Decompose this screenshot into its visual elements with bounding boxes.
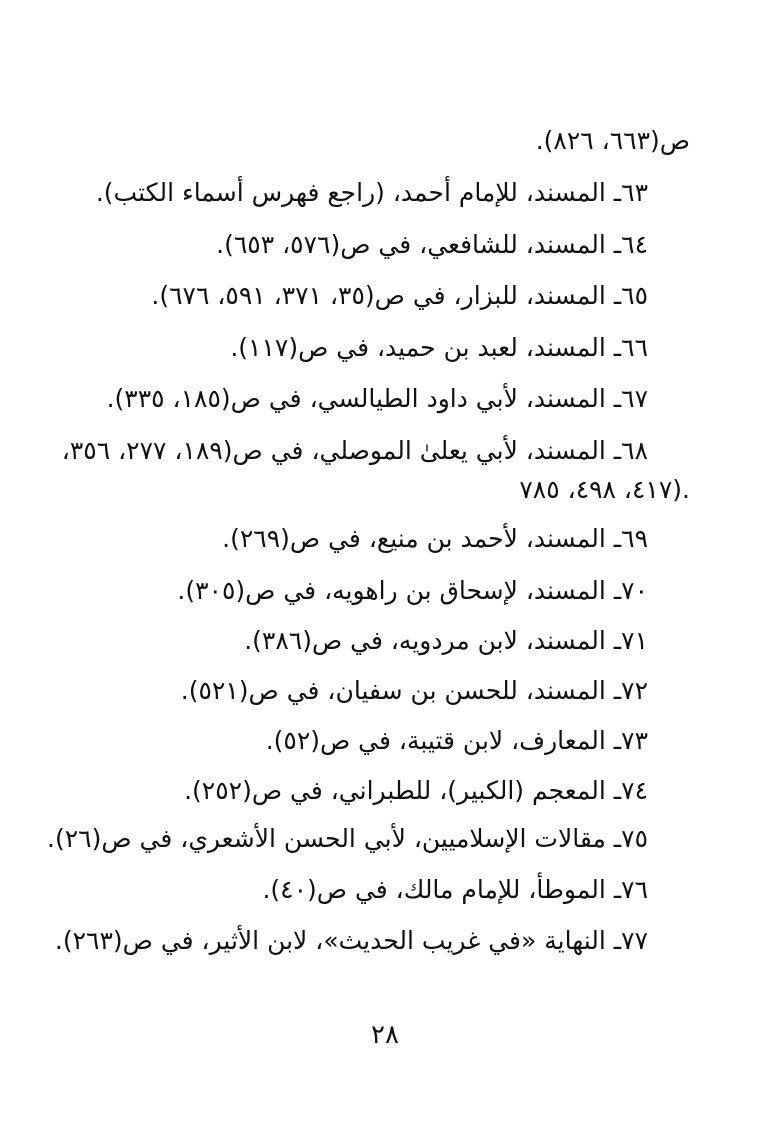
entry-64: ٦٤ـ المسند، للشافعي، في ص(٥٧٦، ٦٥٣). — [216, 230, 648, 259]
page-number: ٢٨ — [371, 1020, 399, 1050]
entry-62-continuation: ص(٦٦٣، ٨٢٦). — [535, 126, 690, 155]
entry-68-continuation: ٤١٧، ٤٩٨، ٧٨٥). — [519, 475, 690, 504]
entry-71: ٧١ـ المسند، لابن مردويه، في ص(٣٨٦). — [244, 626, 648, 655]
entry-77: ٧٧ـ النهاية «في غريب الحديث»، لابن الأثير، في ص(٢٦٣). — [54, 926, 648, 955]
entry-76: ٧٦ـ الموطأ، للإمام مالك، في ص(٤٠). — [262, 875, 648, 904]
entry-69: ٦٩ـ المسند، لأحمد بن منيع، في ص(٢٦٩). — [222, 524, 648, 553]
entry-73: ٧٣ـ المعارف، لابن قتيبة، في ص(٥٢). — [265, 726, 648, 755]
entry-66: ٦٦ـ المسند، لعبد بن حميد، في ص(١١٧). — [230, 333, 648, 362]
entry-72: ٧٢ـ المسند، للحسن بن سفيان، في ص(٥٢١). — [180, 676, 648, 705]
entry-75: ٧٥ـ مقالات الإسلاميين، لأبي الحسن الأشعري، في ص(٢٦). — [47, 824, 648, 853]
entry-63: ٦٣ـ المسند، للإمام أحمد، (راجع فهرس أسماء الكتب). — [95, 178, 648, 207]
entry-74: ٧٤ـ المعجم (الكبير)، للطبراني، في ص(٢٥٢). — [184, 776, 648, 805]
entry-67: ٦٧ـ المسند، لأبي داود الطيالسي، في ص(١٨٥، ٣٣٥). — [106, 384, 648, 413]
entry-70: ٧٠ـ المسند، لإسحاق بن راهويه، في ص(٣٠٥). — [177, 576, 648, 605]
entry-68: ٦٨ـ المسند، لأبي يعلىٰ الموصلي، في ص(١٨٩، ٢٧٧، ٣٥٦، — [61, 436, 648, 465]
entry-65: ٦٥ـ المسند، للبزار، في ص(٣٥، ٣٧١، ٥٩١، ٦٧٦). — [151, 281, 648, 310]
